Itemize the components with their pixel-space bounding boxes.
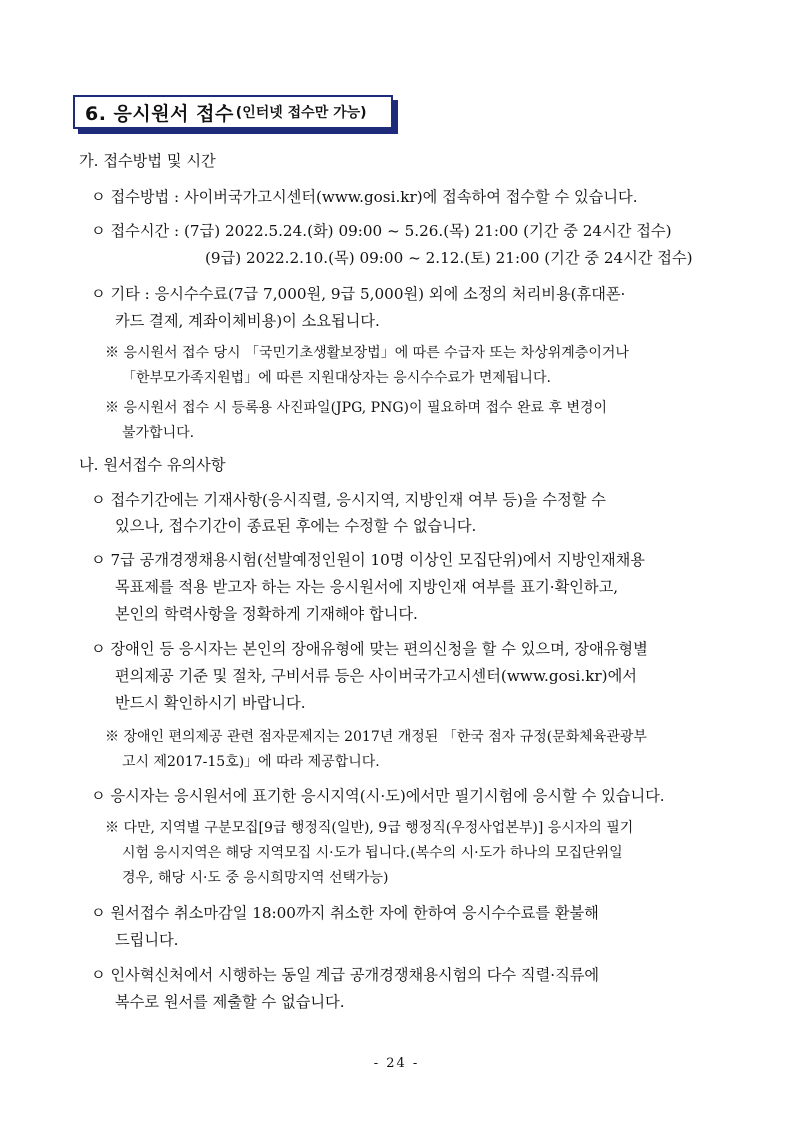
bullet-duplicate-cont: 복수로 원서를 제출할 수 없습니다. xyxy=(115,993,345,1011)
bullet-disability: ㅇ 장애인 등 응시자는 본인의 장애유형에 맞는 편의신청을 할 수 있으며, 장애유형별 xyxy=(91,640,648,658)
bullet-time-7: ㅇ 접수시간 : (7급) 2022.5.24.(화) 09:00 ~ 5.26.(목) 21:00 (기간 중 24시간 접수) xyxy=(91,222,672,240)
bullet-local-talent-cont1: 목표제를 적용 받고자 하는 자는 응시원서에 지방인재 여부를 표기·확인하고, xyxy=(115,578,619,596)
subheading-b: 나. 원서접수 유의사항 xyxy=(79,456,226,474)
bullet-other: ㅇ 기타 : 응시수수료(7급 7,000원, 9급 5,000원) 외에 소정의 처리비용(휴대폰· xyxy=(91,285,626,303)
note-regional: ※ 다만, 지역별 구분모집[9급 행정직(일반), 9급 행정직(우정사업본부)] 응시자의 필기 xyxy=(105,820,634,836)
bullet-edit-period: ㅇ 접수기간에는 기재사항(응시직렬, 응시지역, 지방인재 여부 등)을 수정할 수 xyxy=(91,491,606,509)
bullet-local-talent-cont2: 본인의 학력사항을 정확하게 기재해야 합니다. xyxy=(115,605,418,623)
bullet-refund-cont: 드립니다. xyxy=(115,931,179,949)
section-title-box xyxy=(73,95,393,129)
note-regional-cont1: 시험 응시지역은 해당 지역모집 시·도가 됩니다.(복수의 시·도가 하나의 모집단위일 xyxy=(122,845,623,861)
bullet-method: ㅇ 접수방법 : 사이버국가고시센터(www.gosi.kr)에 접속하여 접수할 수 있습니다. xyxy=(91,188,638,206)
bullet-disability-cont1: 편의제공 기준 및 절차, 구비서류 등은 사이버국가고시센터(www.gosi.kr)에서 xyxy=(115,667,637,685)
note-regional-cont2: 경우, 해당 시·도 중 응시희망지역 선택가능) xyxy=(122,870,389,886)
bullet-refund: ㅇ 원서접수 취소마감일 18:00까지 취소한 자에 한하여 응시수수료를 환불해 xyxy=(91,904,599,922)
bullet-duplicate: ㅇ 인사혁신처에서 시행하는 동일 계급 공개경쟁채용시험의 다수 직렬·직류에 xyxy=(91,966,600,984)
note-photo: ※ 응시원서 접수 시 등록용 사진파일(JPG, PNG)이 필요하며 접수 완료 후 변경이 xyxy=(105,400,608,416)
section-title: 6. 응시원서 접수 xyxy=(85,102,234,125)
bullet-region: ㅇ 응시자는 응시원서에 표기한 응시지역(시·도)에서만 필기시험에 응시할 수 있습니다. xyxy=(91,787,665,805)
note-braille: ※ 장애인 편의제공 관련 점자문제지는 2017년 개정된 「한국 점자 규정(문화체육관광부 xyxy=(105,729,647,745)
bullet-disability-cont2: 반드시 확인하시기 바랍니다. xyxy=(115,694,306,712)
page-number: - 24 - xyxy=(373,1056,420,1071)
note-fee-exemption: ※ 응시원서 접수 당시 「국민기초생활보장법」에 따른 수급자 또는 차상위계층이거나 xyxy=(105,345,629,361)
bullet-edit-period-cont: 있으나, 접수기간이 종료된 후에는 수정할 수 없습니다. xyxy=(115,517,477,535)
bullet-time-9: (9급) 2022.2.10.(목) 09:00 ~ 2.12.(토) 21:00 (기간 중 24시간 접수) xyxy=(205,249,693,267)
note-photo-cont: 불가합니다. xyxy=(122,425,195,441)
subheading-a: 가. 접수방법 및 시간 xyxy=(79,152,216,170)
bullet-local-talent: ㅇ 7급 공개경쟁채용시험(선발예정인원이 10명 이상인 모집단위)에서 지방인재채용 xyxy=(91,551,645,569)
section-title-sub: (인터넷 접수만 가능) xyxy=(235,105,367,121)
note-fee-exemption-cont: 「한부모가족지원법」에 따른 지원대상자는 응시수수료가 면제됩니다. xyxy=(122,370,551,386)
note-braille-cont: 고시 제2017-15호)」에 따라 제공합니다. xyxy=(122,754,380,770)
bullet-other-cont: 카드 결제, 계좌이체비용)이 소요됩니다. xyxy=(115,312,380,330)
